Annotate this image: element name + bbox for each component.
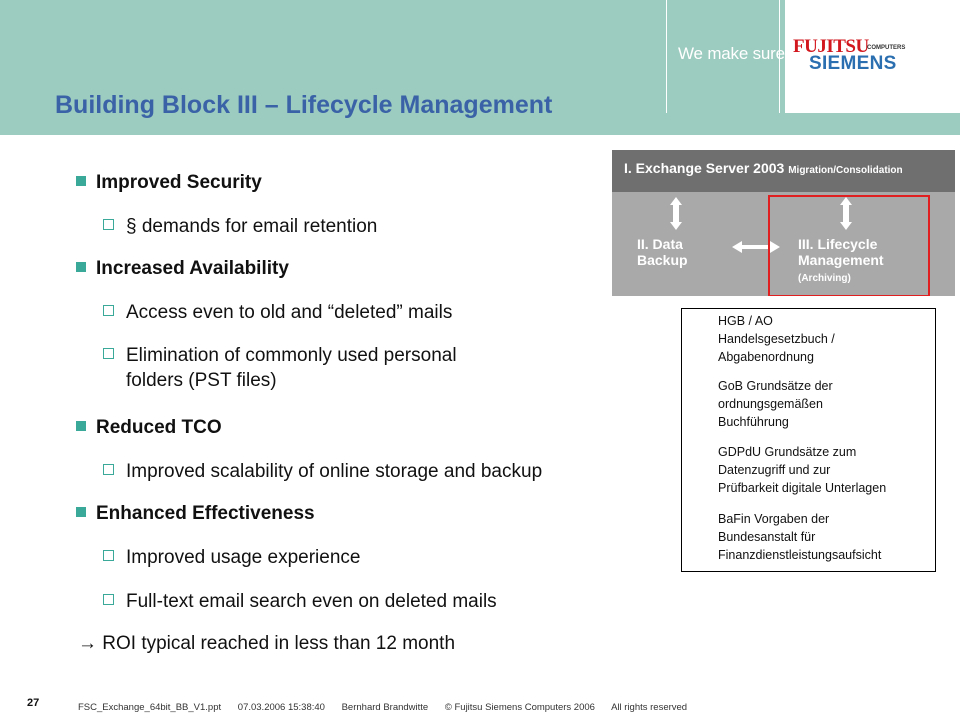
diagram-heading: I. Exchange Server 2003 Migration/Consolidation — [624, 160, 903, 176]
sub-bullet: Improved scalability of online storage and backup — [103, 459, 542, 484]
roi-statement: → ROI typical reached in less than 12 month — [78, 633, 456, 654]
vertical-arrow-left — [670, 197, 682, 230]
legal-item-gob: GoB Grundsätze der ordnungsgemäßen Buchführung — [718, 379, 833, 429]
arrow-right-icon: → — [78, 633, 103, 654]
legal-requirements-box — [681, 308, 936, 572]
bullet-box-icon — [103, 219, 114, 230]
footer-author: Bernhard Brandwitte — [341, 702, 429, 713]
footer-copyright: © Fujitsu Siemens Computers 2006 — [444, 702, 595, 713]
bullet-square-icon — [76, 176, 86, 186]
legal-item-gdpdu: GDPdU Grundsätze zum Datenzugriff und zur Prüfbarkeit digitale Unterlagen — [718, 445, 887, 495]
bullet-square-icon — [76, 421, 86, 431]
block-data-backup: II. Data Backup — [637, 236, 688, 268]
bullet-box-icon — [103, 348, 114, 359]
sub-bullet: Elimination of commonly used personal folders (PST files) — [103, 343, 457, 393]
slogan: We make sure — [678, 44, 785, 63]
logo-fujitsu: FUJITSU — [793, 36, 869, 57]
bullet-reduced-tco: Reduced TCO — [76, 417, 222, 439]
footer-file: FSC_Exchange_64bit_BB_V1.ppt — [78, 702, 222, 713]
sub-bullet: Full-text email search even on deleted mails — [103, 589, 497, 614]
sub-bullet: Improved usage experience — [103, 545, 360, 570]
bullet-increased-availability: Increased Availability — [76, 258, 289, 280]
footer-rights: All rights reserved — [611, 702, 688, 713]
bullet-square-icon — [76, 262, 86, 272]
bullet-box-icon — [103, 550, 114, 561]
bullet-box-icon — [103, 594, 114, 605]
footer — [78, 702, 701, 713]
lifecycle-diagram — [612, 150, 955, 296]
block-lifecycle-management: III. Lifecycle Management (Archiving) — [798, 236, 884, 284]
logo-computers: COMPUTERS — [867, 45, 906, 51]
slide-title: Building Block III – Lifecycle Management — [55, 91, 553, 119]
sub-bullet: Access even to old and “deleted” mails — [103, 300, 452, 325]
bullet-square-icon — [76, 507, 86, 517]
bullet-box-icon — [103, 305, 114, 316]
bullet-enhanced-effectiveness: Enhanced Effectiveness — [76, 503, 315, 525]
page-number: 27 — [27, 697, 40, 709]
logo-siemens: SIEMENS — [809, 53, 897, 74]
legal-item-bafin: BaFin Vorgaben der Bundesanstalt für Finanzdienstleistungsaufsicht — [718, 512, 882, 562]
legal-item-hgb: HGB / AO Handelsgesetzbuch / Abgabenordnung — [718, 314, 835, 364]
bullet-box-icon — [103, 464, 114, 475]
footer-datetime: 07.03.2006 15:38:40 — [237, 702, 325, 713]
bullet-improved-security: Improved Security — [76, 172, 262, 194]
sub-bullet: § demands for email retention — [103, 214, 377, 239]
